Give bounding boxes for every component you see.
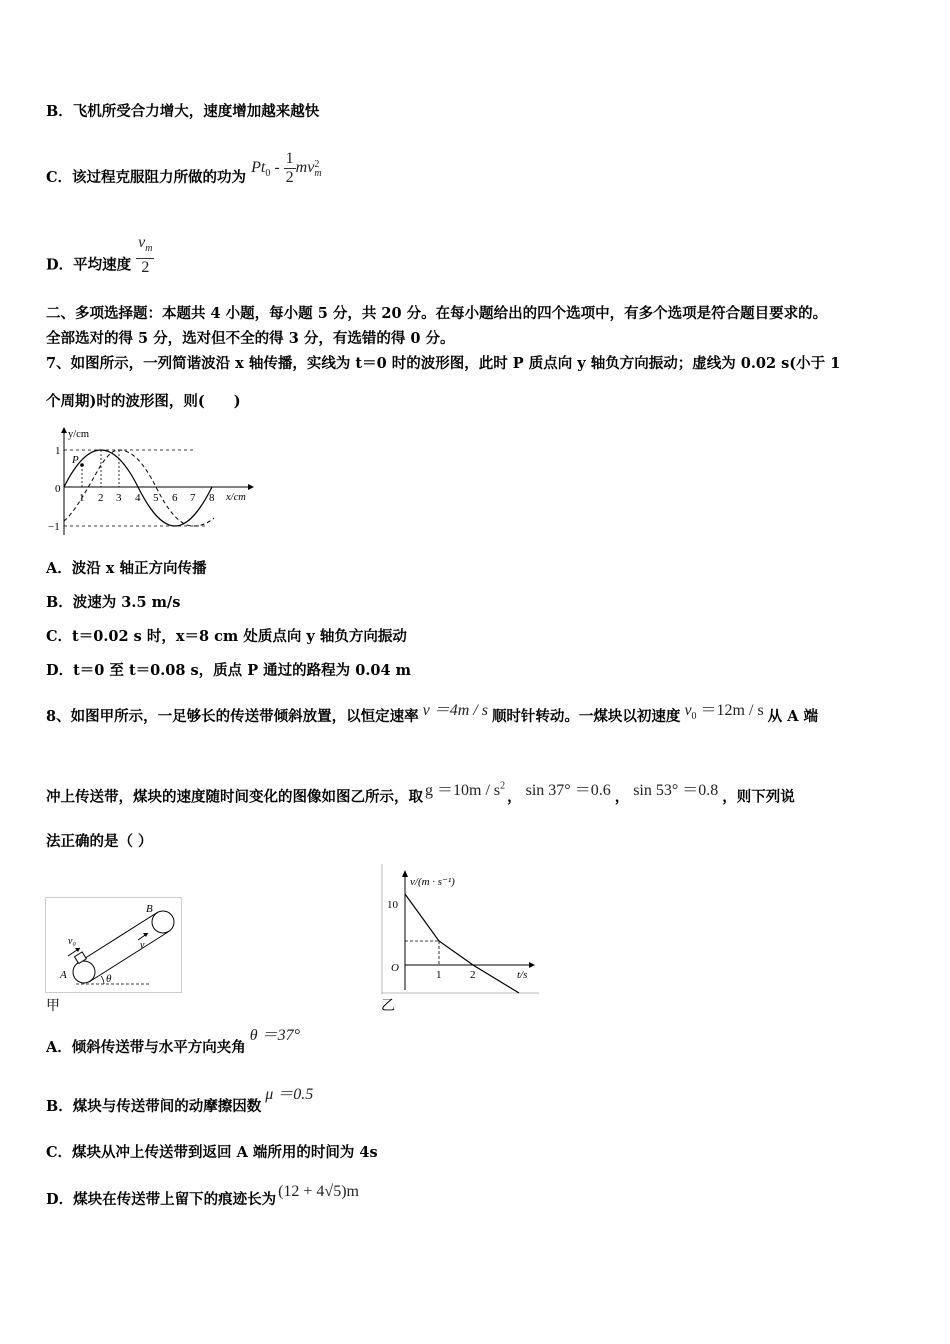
- t-axis-label: t/s: [517, 969, 528, 981]
- label-a: A: [60, 969, 67, 981]
- x-tick-7: 7: [190, 492, 196, 504]
- formula-mv: mv: [295, 159, 315, 177]
- comma: ，: [507, 788, 522, 806]
- vt-graph-svg: [381, 864, 539, 994]
- formula-rest: ＝12m / s: [696, 702, 764, 719]
- fraction-numerator: 1: [285, 150, 294, 167]
- caption-jia: 甲: [46, 998, 60, 1014]
- y-tick-minus1: −1: [48, 521, 60, 533]
- t-tick-2: 2: [470, 969, 476, 981]
- formula-sup: 2: [500, 781, 506, 792]
- q6-option-d-formula: [136, 234, 154, 277]
- comma: ，: [614, 788, 630, 806]
- belt-bottom: [89, 932, 168, 982]
- q8-figure-conveyor: [45, 897, 182, 993]
- x-tick-6: 6: [172, 492, 178, 504]
- q8-stem2-part-a: 冲上传送带，煤块的速度随时间变化的图像如图乙所示，取: [46, 788, 423, 806]
- formula-sub: m: [145, 243, 153, 255]
- x-tick-4: 4: [135, 492, 141, 504]
- section-2-heading-line1: 二、多项选择题：本题共 4 小题，每小题 5 分，共 20 分。在每小题给出的四个选项中，有多个选项是符合题目要求的。: [46, 305, 828, 322]
- conveyor-svg: [46, 898, 183, 994]
- y-axis-arrow: [61, 427, 67, 433]
- q8-stem-part-b: 顺时针转动。一煤块以初速度: [491, 708, 681, 725]
- x-axis-label: x/cm: [226, 492, 246, 503]
- vt-line: [405, 894, 519, 993]
- caption-yi: 乙: [381, 998, 395, 1014]
- q8-formula-sin37: sin 37° ＝0.6: [525, 782, 611, 800]
- q8-stem-part-a: 8、如图甲所示，一足够长的传送带倾斜放置，以恒定速率: [46, 708, 419, 725]
- q6-option-c: [46, 150, 322, 197]
- section-2-heading-line2: 全部选对的得 5 分，选对但不全的得 3 分，有选错的得 0 分。: [46, 330, 455, 347]
- q8-option-a: [46, 1027, 301, 1058]
- wave-solid: [64, 450, 212, 526]
- t-tick-1: 1: [436, 969, 442, 981]
- formula-v: v: [138, 234, 146, 251]
- q8-stem-part-c: 从 A 端: [767, 708, 819, 725]
- q8-option-b-formula: μ ＝0.5: [265, 1086, 314, 1103]
- origin-label: O: [391, 962, 399, 974]
- q8-formula-g: [425, 782, 505, 799]
- x-tick-3: 3: [116, 492, 122, 504]
- v-tick-10: 10: [387, 899, 398, 911]
- q8-formula-sin53: sin 53° ＝0.8: [633, 782, 719, 800]
- q8-option-a-text: A．倾斜传送带与水平方向夹角: [46, 1039, 246, 1056]
- y-tick-0: 0: [55, 483, 61, 495]
- label-theta: θ: [106, 973, 112, 985]
- q7-wave-graph: [46, 425, 256, 540]
- wave-graph-svg: [46, 425, 256, 540]
- q8-stem-line2: [46, 783, 795, 807]
- label-b: B: [146, 903, 153, 915]
- q7-stem-line2: 个周期)时的波形图，则( ): [46, 393, 241, 410]
- q6-option-c-text: C．该过程克服阻力所做的功为: [46, 169, 247, 187]
- x-tick-1: 1: [79, 492, 85, 504]
- y-tick-1: 1: [55, 445, 61, 457]
- formula-fraction: [284, 150, 296, 187]
- fraction-denominator: 2: [141, 259, 150, 277]
- formula-fraction: [136, 234, 154, 277]
- q7-option-d: D．t＝0 至 t＝0.08 s，质点 P 通过的路程为 0.04 m: [46, 662, 411, 679]
- pulley-b: [152, 911, 174, 933]
- q8-option-a-formula: θ ＝37°: [249, 1027, 301, 1044]
- angle-arc: [101, 976, 104, 984]
- v-axis-label: v/(m · s⁻¹): [410, 876, 455, 888]
- q6-option-b: B．飞机所受合力增大，速度增加越来越快: [46, 103, 320, 120]
- v-axis-arrow: [402, 870, 408, 877]
- q8-stem2-part-b: ，则下列说: [722, 788, 795, 806]
- y-axis-label: y/cm: [68, 429, 89, 440]
- q6-option-c-formula: [251, 150, 322, 186]
- fraction-numerator: [136, 234, 154, 259]
- formula-v: v: [684, 702, 692, 719]
- q8-option-d-formula: (12 + 4√5)m: [278, 1183, 359, 1200]
- formula-sub: 0: [265, 168, 271, 180]
- q8-stem-line3: 法正确的是（ ）: [46, 833, 153, 850]
- q6-option-d: [46, 234, 154, 287]
- q8-formula-v0: [684, 702, 764, 723]
- q8-figure-vt-graph: [381, 864, 539, 994]
- point-p: [80, 463, 84, 467]
- formula-pt: Pt: [251, 159, 266, 177]
- label-v0: v₀: [68, 936, 76, 947]
- q8-option-b-text: B．煤块与传送带间的动摩擦因数: [46, 1098, 262, 1115]
- x-tick-2: 2: [98, 492, 104, 504]
- formula-sub: 0: [691, 711, 697, 723]
- label-v: v: [140, 940, 145, 951]
- q7-option-a: A．波沿 x 轴正方向传播: [46, 560, 207, 577]
- pulley-a: [73, 961, 95, 983]
- formula-sub-m: m: [314, 167, 322, 179]
- q7-option-c: C．t＝0.02 s 时，x＝8 cm 处质点向 y 轴负方向振动: [46, 628, 407, 645]
- point-p-label: P: [72, 454, 79, 466]
- formula-g: g ＝10m / s: [425, 782, 501, 800]
- q7-option-b: B．波速为 3.5 m/s: [46, 594, 181, 611]
- t-axis-arrow: [529, 962, 535, 968]
- x-axis-arrow: [248, 484, 254, 490]
- q6-option-d-text: D．平均速度: [46, 256, 132, 274]
- q8-stem-line1: [46, 702, 819, 733]
- belt-top: [79, 912, 158, 962]
- q7-stem-line1: 7、如图所示，一列简谐波沿 x 轴传播，实线为 t＝0 时的波形图，此时 P 质点向 y 轴负方向振动；虚线为 0.02 s(小于 1: [46, 355, 841, 372]
- formula-minus: -: [270, 159, 284, 177]
- q8-option-b: [46, 1086, 314, 1117]
- q8-option-d: [46, 1183, 359, 1210]
- x-tick-5: 5: [153, 492, 159, 504]
- q8-option-c: C．煤块从冲上传送带到返回 A 端所用的时间为 4s: [46, 1144, 378, 1161]
- q8-option-d-text: D．煤块在传送带上留下的痕迹长为: [46, 1191, 277, 1208]
- fraction-denominator: 2: [285, 169, 294, 186]
- q8-formula-v: v ＝4m / s: [422, 702, 488, 719]
- formula-sup: 2: [314, 158, 320, 170]
- x-tick-8: 8: [209, 492, 215, 504]
